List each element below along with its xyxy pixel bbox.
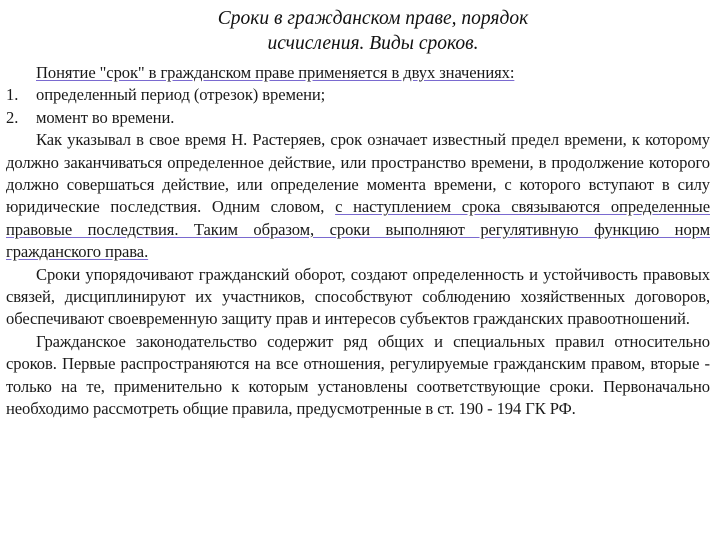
list-item	[6, 107, 710, 129]
list-item	[6, 84, 710, 106]
paragraph-text: Как указывал в свое время Н. Растеряев, срок означает известный предел времени, к которому должно заканчиваться определенное действие, или пространство времени, в продолжение которого должно совершаться действие, или определение момента времени, с которого вступают в силу юридические последствия. Одним словом,	[6, 130, 710, 217]
list-number: 2.	[6, 107, 19, 127]
intro-line: Понятие "срок" в гражданском праве применяется в двух значениях:	[36, 63, 515, 82]
list-text: момент во времени.	[36, 107, 175, 127]
slide-body	[6, 62, 710, 421]
slide	[6, 6, 710, 534]
paragraph-underlined-text: с наступлением срока связываются определенные правовые последствия. Таким образом, сроки выполняют регулятивную функцию норм гражданского права.	[6, 197, 710, 262]
list-text: определенный период (отрезок) времени;	[36, 85, 326, 105]
title-line-1: Сроки в гражданском праве, порядок	[217, 8, 529, 29]
title-line-2: исчисления. Виды сроков.	[267, 33, 479, 54]
slide-title	[36, 6, 710, 56]
list-number: 1.	[6, 85, 19, 105]
paragraph-order: Сроки упорядочивают гражданский оборот, создают определенность и устойчивость правовых связей, дисциплинируют их участников, способствуют соблюдению хозяйственных договоров, обеспечивают своевременную защиту прав и интересов субъектов гражданских правоотношений.	[6, 264, 710, 329]
paragraph-legislation: Гражданское законодательство содержит ряд общих и специальных правил относительно сроков. Первые распространяются на все отношения, регулируемые гражданским правом, вторые - только на те, применительно к которым установлены соответствующие сроки. Первоначально необходимо рассмотреть общие правила, предусмотренные в ст. 190 - 194 ГК РФ.	[6, 331, 710, 419]
paragraph-rasteryaev	[6, 129, 710, 263]
